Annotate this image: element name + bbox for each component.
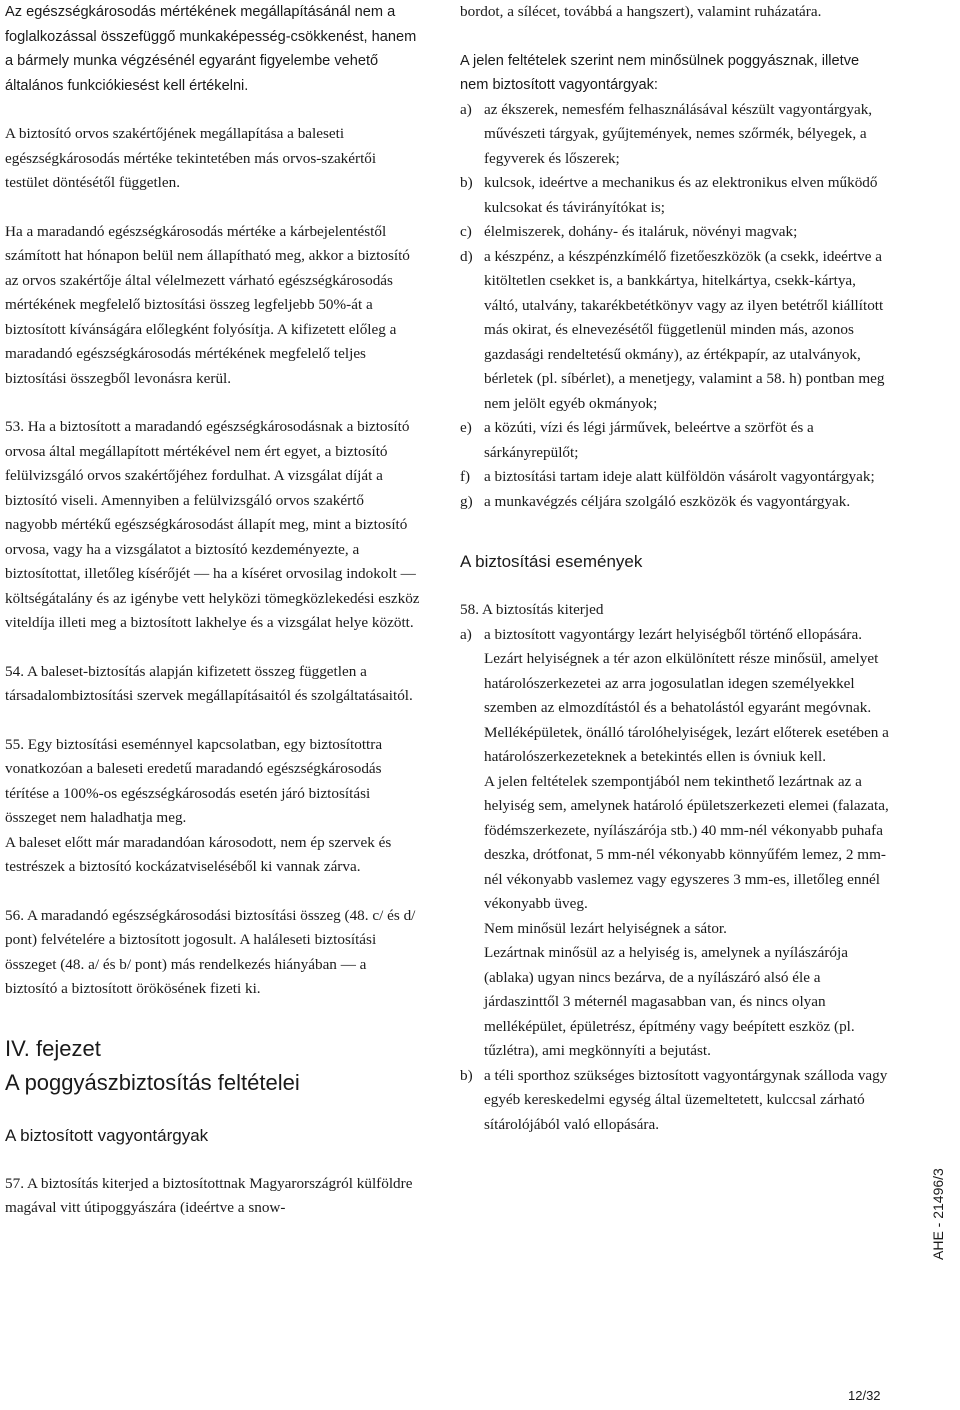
list-item — [460, 623, 890, 1064]
page-number: 12/32 — [848, 1388, 881, 1403]
list-marker: d) — [460, 247, 473, 265]
paragraph-55-continued: A baleset előtt már maradandóan károsodott, nem ép szervek és testrészek a biztosító kockázatviseléséből ki vannak zárva. — [5, 833, 392, 875]
list-item — [460, 245, 890, 417]
right-column — [460, 0, 890, 1137]
events-list — [460, 623, 890, 1138]
section-title-events: A biztosítási események — [460, 552, 643, 571]
not-luggage-list — [460, 98, 890, 515]
list-paragraph: Lezárt helyiségnek a tér azon elkülönített része minősül, amelyet határolószerkezetei az arra jogosulatlan idegen személyekkel szemben az elmozdítástól és a behatolástól egyaránt megóvnak. — [484, 650, 879, 716]
chapter-number: IV. fejezet — [5, 1035, 101, 1061]
list-item — [460, 98, 890, 172]
list-item — [460, 171, 890, 220]
section-title-insured-items: A biztosított vagyontárgyak — [5, 1125, 209, 1145]
list-text: a munkavégzés céljára szolgáló eszközök és vagyontárgyak. — [484, 492, 851, 510]
list-item — [460, 465, 890, 490]
list-marker: e) — [460, 419, 472, 436]
paragraph-58: 58. A biztosítás kiterjed — [460, 601, 604, 618]
left-column — [5, 0, 420, 1245]
list-paragraph: a biztosított vagyontárgy lezárt helyiségből történő ellopására. — [484, 625, 863, 643]
paragraph-advance-payment: Ha a maradandó egészségkárosodás mértéke a kárbejelentéstől számított hat hónapon belül nem állapítható meg, akkor a biztosító az orvos szakértője által vélelmezett várható egészségkárosodás mértékének megfelelő biztosítási összeg legfeljebb 50%-át a biztosított kívánságára előlegként folyósítja. A kifizetett előleg a maradandó egészségkárosodás mértékének megfelelő teljes biztosítási összegből levonásra kerül. — [5, 222, 410, 387]
list-item — [460, 1064, 890, 1138]
paragraph-57: 57. A biztosítás kiterjed a biztosítottnak Magyarországról külföldre magával vitt útipoggyászára (ideértve a snow- — [5, 1174, 413, 1216]
chapter-title: A poggyászbiztosítás feltételei — [5, 1069, 300, 1095]
list-text: a közúti, vízi és légi járművek, beleértve a szörföt és a sárkányrepülőt; — [484, 419, 814, 461]
list-item — [460, 220, 890, 245]
list-paragraph: Melléképületek, önálló tárolóhelyiségek, lezárt előterek esetében a határolószerkezeteknek a betekintés ellen is óvniuk kell. — [484, 723, 889, 765]
paragraph-57-continued: bordot, a sílécet, továbbá a hangszert), valamint ruházatára. — [460, 3, 822, 20]
list-text: kulcsok, ideértve a mechanikus és az elektronikus elven működő kulcsokat és távirányítókat is; — [484, 174, 878, 216]
list-marker: c) — [460, 223, 472, 240]
paragraph-expert-opinion: A biztosító orvos szakértőjének megállapítása a baleseti egészségkárosodás mértéke tekintetében más orvos-szakértői testület döntésétől független. — [5, 125, 377, 191]
list-item — [460, 490, 890, 515]
list-text: élelmiszerek, dohány- és italáruk, növényi magvak; — [484, 223, 798, 240]
list-marker: f) — [460, 468, 471, 485]
list-text: az ékszerek, nemesfém felhasználásával készült vagyontárgyak, művészeti tárgyak, gyűjtemények, nemes szőrmék, bélyegek, a fegyverek és lőszerek; — [484, 100, 873, 167]
list-paragraph: a téli sporthoz szükséges biztosított vagyontárgynak szálloda vagy egyéb kereskedelmi egység által üzemeltetett, kulccsal zárható sítárolójából való ellopására. — [484, 1066, 888, 1133]
not-luggage-intro: A jelen feltételek szerint nem minősülnek poggyásznak, illetve nem biztosított vagyontárgyak: — [460, 52, 860, 93]
paragraph-assessment: Az egészségkárosodás mértékének megállapításánál nem a foglalkozással összefüggő munkaképesség-csökkenést, hanem a bármely munka végzésénél egyaránt figyelembe vehető általános funkciókiesést kell értékelni. — [5, 4, 417, 94]
list-text: a biztosítási tartam ideje alatt külföldön vásárolt vagyontárgyak; — [484, 468, 875, 485]
document-code: AHE - 21496/3 — [930, 1168, 946, 1260]
list-text — [484, 623, 890, 1064]
list-paragraph: A jelen feltételek szempontjából nem tekinthető lezártnak az a helyiség sem, amelynek határoló épületszerkezeti elemei (falazata, födémszerkezete, nyílászárója stb.) 40 mm-nél vékonyabb puhafa deszka, drótfonat, 5 mm-nél vékonyabb könnyűfém lemez, 2 mm-nél vékonyabb vaslemez vagy egyszeres 3 mm-es, illetőleg ennél vékonyabb üveg. — [484, 772, 889, 912]
list-text — [484, 1064, 890, 1138]
list-marker: g) — [460, 492, 473, 510]
list-marker: a) — [460, 625, 472, 643]
list-marker: b) — [460, 1066, 473, 1084]
list-item — [460, 416, 890, 465]
paragraph-54: 54. A baleset-biztosítás alapján kifizetett összeg független a társadalombiztosítási szervek megállapításaitól és szolgáltatásaitól. — [5, 662, 413, 704]
paragraph-53: 53. Ha a biztosított a maradandó egészségkárosodásnak a biztosító orvosa által megállapított mértékével nem ért egyet, a biztosító felülvizsgáló orvos szakértőjéhez fordulhat. A vizsgálat díját a biztosító viseli. Amennyiben a felülvizsgáló orvos szakértő nagyobb mértékű egészségkárosodást állapít meg, mint a biztosító orvosa, vagy ha a vizsgálatot a biztosító kezdeményezte, a biztosítottat, illetőleg kísérőjét — ha a kíséret orvosilag indokolt — költségátalány és az igénybe vett helyközi tömegközlekedési eszköz viteldíja illeti meg a biztosított lakhelye és a vizsgálat helye között. — [5, 418, 420, 631]
list-marker: b) — [460, 174, 473, 191]
paragraph-55: 55. Egy biztosítási eseménnyel kapcsolatban, egy biztosítottra vonatkozóan a baleseti eredetű maradandó egészségkárosodás térítése a 100%-os egészségkárosodás esetén járó biztosítási összeget nem haladhatja meg. — [5, 735, 383, 826]
list-text: a készpénz, a készpénzkímélő fizetőeszközök (a csekk, ideértve a kitöltetlen csekket is, a bankkártya, hitelkártya, csekk-kártya, váltó, utalvány, takarékbetétkönyv vagy az ilyen betétről kiállított más okirat, és elnevezésétől függetlenül minden más, azonos gazdasági rendeltetésű okmány), az értékpapír, az utalványok, bérletek (pl. síbérlet), a menetjegy, valamint a 58. h) pontban meg nem jelölt egyéb okmányok; — [484, 247, 885, 412]
paragraph-56: 56. A maradandó egészségkárosodási biztosítási összeg (48. c/ és d/ pont) felvételére a biztosított jogosult. A haláleseti biztosítási összeget (48. a/ és b/ pont) más rendelkezés hiányában — a biztosító a biztosított örökösének fizeti ki. — [5, 906, 416, 997]
list-paragraph: Lezártnak minősül az a helyiség is, amelynek a nyílászárója (ablaka) ugyan nincs bezárva, de a nyílászáró alsó éle a járdaszinttől 3 méternél magasabban van, és nincs olyan melléképület, épületrész, építmény vagy beépített eszköz (pl. tűzlétra), ami megkönnyíti a bejutást. — [484, 944, 855, 1059]
list-paragraph: Nem minősül lezárt helyiségnek a sátor. — [484, 919, 727, 937]
list-marker: a) — [460, 100, 472, 118]
